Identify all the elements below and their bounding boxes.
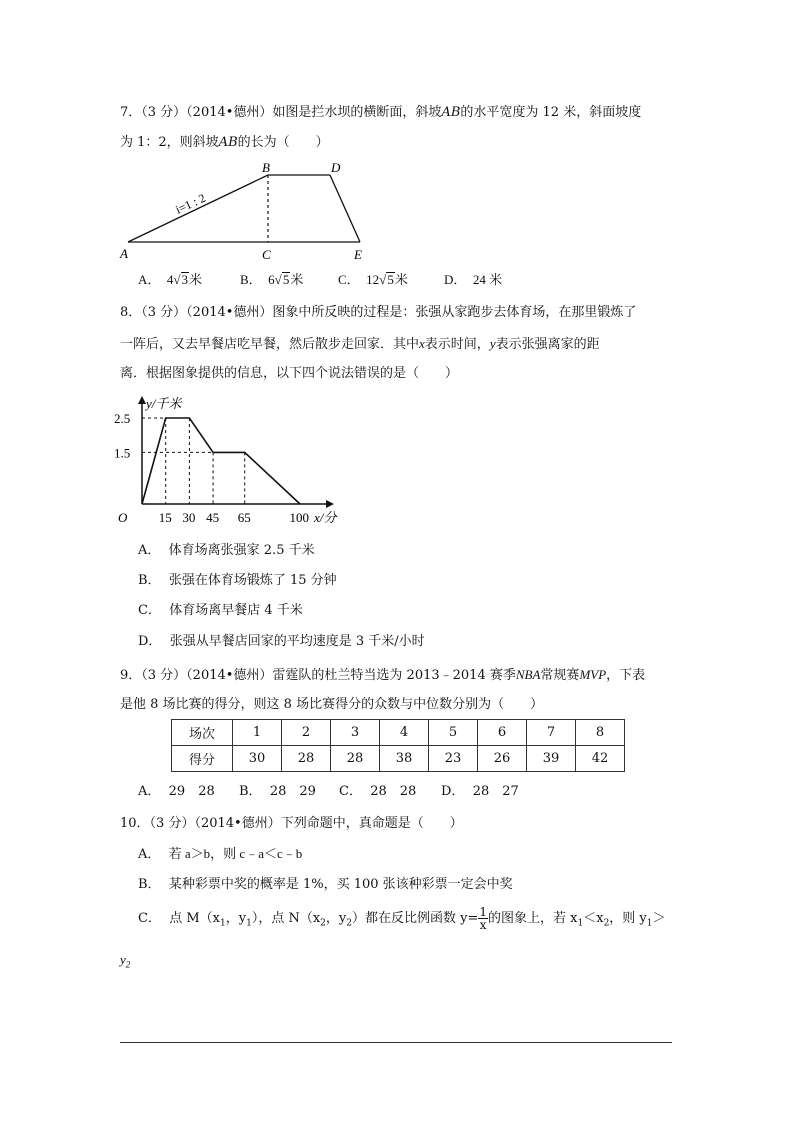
game-cell: 6 bbox=[478, 720, 527, 746]
q8-opt-b-label: B． bbox=[138, 573, 161, 588]
q9-line1-c: ，下表 bbox=[606, 668, 646, 683]
q8-opt-c-text: 体育场离早餐店 4 千米 bbox=[169, 603, 303, 618]
subscript: 1 bbox=[246, 918, 252, 929]
q8-var-x: x bbox=[419, 336, 425, 351]
label-c: C bbox=[262, 247, 271, 262]
q7-opt-d-text: 24 米 bbox=[472, 272, 503, 287]
dam-cross-section-figure bbox=[110, 158, 380, 266]
subscript: 2 bbox=[320, 918, 326, 929]
q9-mvp: MVP bbox=[579, 667, 607, 682]
q7-opt-b-unit: 米 bbox=[290, 272, 304, 287]
q8-opt-d-text: 张强从早餐店回家的平均速度是 3 千米/小时 bbox=[169, 634, 425, 649]
q9-opt-c-label: C． bbox=[339, 784, 362, 799]
label-d: D bbox=[331, 160, 341, 175]
x-tick-label: 100 bbox=[289, 510, 309, 525]
q8-opt-c-label: C． bbox=[138, 603, 161, 618]
subscript: 1 bbox=[220, 918, 226, 929]
q8-option-d bbox=[138, 634, 425, 650]
q10-opt-c-part: ，y bbox=[325, 911, 347, 926]
table-row bbox=[172, 746, 625, 772]
q9-option-a bbox=[138, 784, 215, 800]
q8-line2-a: 一阵后，又去早餐店吃早餐，然后散步走回家．其中 bbox=[120, 337, 420, 352]
x-tick-label: 30 bbox=[182, 510, 196, 525]
q9-opt-a-label: A． bbox=[138, 784, 161, 799]
table-row bbox=[172, 720, 625, 746]
q7-opt-c-label: C． bbox=[338, 272, 360, 287]
x-tick-label: 15 bbox=[158, 510, 172, 525]
score-cell: 28 bbox=[282, 746, 331, 772]
slope-ratio-label: i=1 : 2 bbox=[173, 190, 208, 217]
game-cell: 5 bbox=[429, 720, 478, 746]
q9-opt-b-label: B． bbox=[239, 784, 262, 799]
game-cell: 4 bbox=[380, 720, 429, 746]
label-a: A bbox=[120, 246, 128, 261]
origin-label: O bbox=[118, 510, 128, 525]
y-axis-label: y/千米 bbox=[146, 396, 182, 411]
q8-line3: 离．根据图象提供的信息，以下四个说法错误的是（ ） bbox=[120, 366, 459, 381]
q7-line2-b: 的长为（ ） bbox=[237, 135, 329, 150]
q9-option-c bbox=[339, 784, 416, 800]
q9-line1-b: 常规赛 bbox=[540, 668, 580, 683]
q9-nba: NBA bbox=[515, 667, 541, 682]
q8-line2 bbox=[120, 336, 600, 353]
q7-option-c: C． 12√5米 bbox=[338, 272, 408, 287]
q8-option-b bbox=[138, 573, 337, 589]
q8-opt-b-text: 张强在体育场锻炼了 15 分钟 bbox=[168, 573, 337, 588]
q7-ab-1: AB bbox=[441, 105, 461, 120]
x-axis-arrow bbox=[326, 500, 334, 508]
q8-option-a bbox=[138, 543, 315, 559]
fraction-denominator: x bbox=[479, 918, 487, 932]
slope-de-line bbox=[330, 175, 360, 242]
q10-opt-c-part: ，y bbox=[225, 911, 247, 926]
q8-opt-a-label: A． bbox=[138, 543, 161, 558]
score-cell: 23 bbox=[429, 746, 478, 772]
score-cell: 38 bbox=[380, 746, 429, 772]
row-header-scores: 得分 bbox=[172, 746, 233, 772]
score-cell: 28 bbox=[331, 746, 380, 772]
q7-opt-d-label: D． bbox=[444, 272, 467, 287]
x-axis-label: x/分 bbox=[314, 510, 337, 525]
fraction-numerator: 1 bbox=[479, 905, 488, 919]
q9-line1 bbox=[120, 667, 645, 684]
y-tick-label: 1.5 bbox=[114, 445, 131, 461]
q7-line2-a: 为 1：2，则斜坡 bbox=[120, 135, 219, 150]
q10-line1: 10．（3 分）（2014•德州）下列命题中，真命题是（ ） bbox=[120, 816, 463, 831]
x-tick-label: 45 bbox=[206, 510, 220, 525]
q7-line1 bbox=[120, 105, 641, 121]
q8-line2-b: 表示时间， bbox=[424, 337, 490, 352]
distance-time-graph bbox=[112, 392, 352, 532]
q7-opt-b-rad: 5 bbox=[282, 272, 290, 287]
q10-option-c-continued bbox=[120, 952, 130, 973]
q9-option-d bbox=[441, 784, 519, 800]
q9-line2: 是他 8 场比赛的得分，则这 8 场比赛得分的众数与中位数分别为（ ） bbox=[120, 697, 544, 712]
q9-opt-c-text: 28 28 bbox=[370, 784, 417, 799]
q9-line1-a: 9．（3 分）（2014•德州）雷霆队的杜兰特当选为 2013﹣2014 赛季 bbox=[120, 668, 516, 683]
subscript: 2 bbox=[346, 918, 352, 929]
label-e: E bbox=[354, 247, 362, 262]
q7-line1-a: 7．（3 分）（2014•德州）如图是拦水坝的横断面，斜坡 bbox=[120, 105, 442, 120]
game-cell: 7 bbox=[527, 720, 576, 746]
q7-opt-c-rad: 5 bbox=[387, 272, 394, 287]
q8-opt-d-label: D． bbox=[138, 634, 162, 649]
q10-opt-b-label: B． bbox=[138, 877, 161, 892]
q10-opt-c-part: ），点 N（x bbox=[251, 911, 321, 926]
score-cell: 30 bbox=[233, 746, 282, 772]
q7-ab-2: AB bbox=[218, 135, 238, 150]
subscript: 2 bbox=[125, 959, 131, 970]
label-b: B bbox=[262, 160, 270, 175]
q7-opt-c-unit: 米 bbox=[394, 272, 408, 287]
q7-opt-b-coef: 6 bbox=[268, 272, 275, 287]
q10-opt-b-text: 某种彩票中奖的概率是 1%，买 100 张该种彩票一定会中奖 bbox=[168, 877, 513, 892]
score-cell: 26 bbox=[478, 746, 527, 772]
q10-opt-c-part: 点 M（x bbox=[169, 911, 220, 926]
y-axis-arrow bbox=[138, 396, 146, 404]
q9-option-b bbox=[239, 784, 316, 800]
y-tick-label: 2.5 bbox=[114, 411, 131, 426]
q7-line2 bbox=[120, 135, 329, 151]
q10-opt-c-label: C． bbox=[138, 911, 161, 926]
q8-option-c bbox=[138, 603, 303, 619]
q10-cont-y: y bbox=[120, 952, 126, 967]
q10-option-c bbox=[138, 906, 666, 932]
q7-opt-a-label: A． bbox=[138, 272, 161, 287]
q7-opt-b-label: B． bbox=[240, 272, 262, 287]
q8-line1: 8．（3 分）（2014•德州）图象中所反映的过程是：张强从家跑步去体育场，在那里锻炼了 bbox=[120, 305, 637, 320]
row-header-games: 场次 bbox=[172, 720, 233, 746]
q7-option-b: B． 6√5米 bbox=[240, 272, 304, 287]
score-cell: 42 bbox=[576, 746, 625, 772]
q7-opt-c-coef: 12 bbox=[366, 272, 380, 287]
game-cell: 3 bbox=[331, 720, 380, 746]
q10-opt-c-part: ，则 y bbox=[609, 911, 647, 926]
q10-option-b bbox=[138, 877, 513, 893]
subscript: 1 bbox=[577, 918, 584, 929]
subscript: 2 bbox=[603, 918, 610, 929]
game-cell: 8 bbox=[576, 720, 625, 746]
q8-line2-c: 表示张强离家的距 bbox=[495, 337, 600, 352]
q9-opt-d-text: 28 27 bbox=[472, 784, 519, 799]
q9-opt-a-text: 29 28 bbox=[168, 784, 215, 799]
game-cell: 1 bbox=[233, 720, 282, 746]
q9-opt-d-label: D． bbox=[441, 784, 465, 799]
q7-line1-b: 的水平宽度为 12 米，斜面坡度 bbox=[460, 105, 642, 120]
q7-option-a: A． 4√3米 bbox=[138, 272, 203, 287]
q7-opt-a-rad: 3 bbox=[181, 272, 189, 287]
scores-table bbox=[171, 719, 625, 772]
q10-opt-c-part: ＞ bbox=[652, 911, 666, 926]
game-cell: 2 bbox=[282, 720, 331, 746]
q8-opt-a-text: 体育场离张强家 2.5 千米 bbox=[168, 543, 315, 558]
q10-opt-c-part: 的图象上，若 x bbox=[488, 911, 578, 926]
x-tick-label: 65 bbox=[237, 510, 251, 525]
score-cell: 39 bbox=[527, 746, 576, 772]
q10-opt-a-text: 若 a＞b，则 c﹣a＜c﹣b bbox=[168, 846, 303, 861]
q8-var-y: y bbox=[489, 336, 496, 351]
subscript: 1 bbox=[646, 918, 653, 929]
q10-option-a bbox=[138, 846, 302, 863]
q10-opt-a-label: A． bbox=[138, 847, 161, 862]
q9-opt-b-text: 28 29 bbox=[269, 784, 316, 799]
q7-option-d bbox=[444, 272, 502, 288]
q10-opt-c-part: ）都在反比例函数 y= bbox=[352, 911, 479, 926]
slope-ab-line bbox=[128, 175, 268, 242]
q10-opt-c-part: ＜x bbox=[583, 911, 604, 926]
q7-opt-a-coef: 4 bbox=[166, 272, 174, 287]
q7-opt-a-unit: 米 bbox=[189, 272, 203, 287]
footer-divider bbox=[120, 1042, 672, 1043]
fraction-1-over-x bbox=[478, 906, 488, 931]
